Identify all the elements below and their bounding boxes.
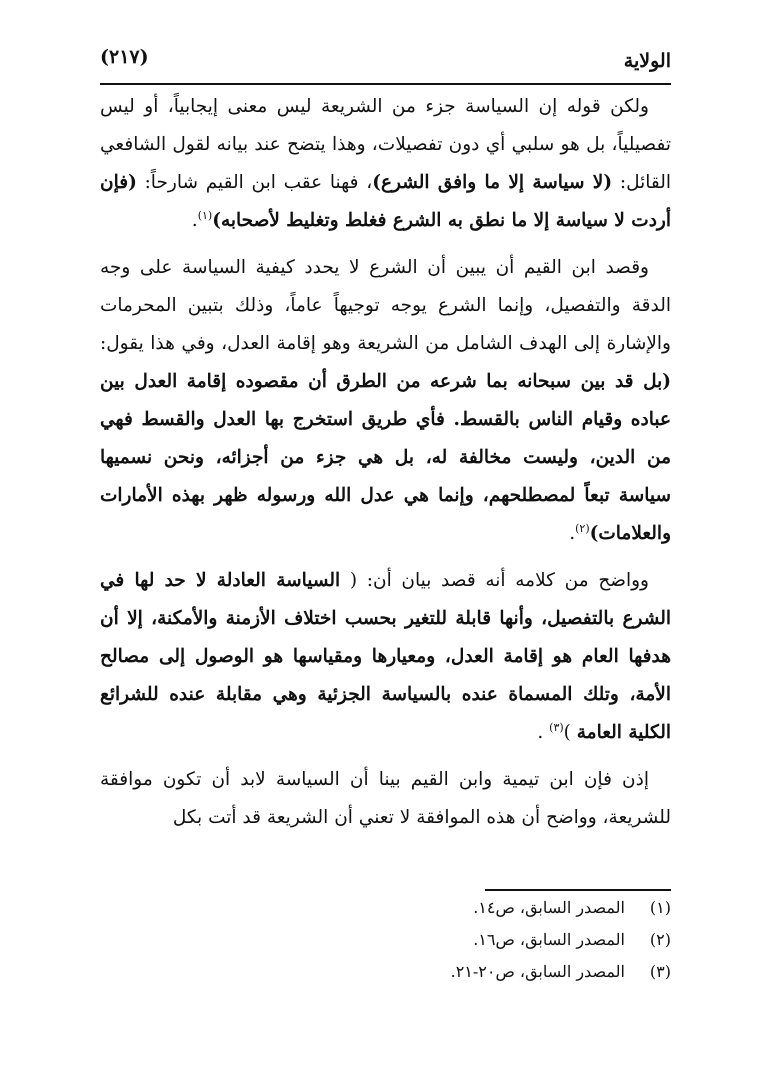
footnote-ref: (٢) xyxy=(575,521,590,535)
quote-segment: السياسة العادلة لا حد لها في الشرع بالتفصيل، وأنها قابلة للتغير بحسب اختلاف الأزمنة والأمكنة، إلا أن هدفها العام هو إقامة العدل، ومعيارها ومقياسها هو الوصول إلى مصالح الأمة، وتلك المسماة عنده بالسياسة الجزئية وهي مقابلة عنده للشرائع الكلية العامة xyxy=(100,570,671,743)
paragraph xyxy=(100,761,671,837)
text-segment: وقصد ابن القيم أن يبين أن الشرع لا يحدد كيفية السياسة على وجه الدقة والتفصيل، وإنما الشرع يوجه توجيهاً عاماً، وذلك بتبين المحرمات والإشارة إلى الهدف الشامل من الشريعة وهو إقامة العدل، وفي هذا يقول: xyxy=(100,257,671,354)
footnote-ref: (١) xyxy=(197,208,213,222)
footnote-number: (١) xyxy=(649,898,671,917)
text-segment: ، فهنا عقب ابن القيم شارحاً: xyxy=(136,172,373,193)
footnote-number: (٣) xyxy=(649,962,671,981)
page-number: (٢١٧) xyxy=(100,46,149,68)
footnotes xyxy=(100,892,671,988)
footnote-text: المصدر السابق، ص٢٠-٢١. xyxy=(450,962,625,981)
paragraph xyxy=(100,562,671,752)
paragraph xyxy=(100,88,671,240)
header-rule xyxy=(100,83,671,85)
quote-segment: (لا سياسة إلا ما وافق الشرع) xyxy=(372,172,613,193)
running-header xyxy=(100,44,671,84)
body-text xyxy=(100,88,671,846)
quote-segment: (فإن أردت لا سياسة إلا ما نطق به الشرع فغلط وتغليط لأصحابه) xyxy=(100,172,671,231)
footnote-text: المصدر السابق، ص١٤. xyxy=(473,898,625,917)
paragraph xyxy=(100,249,671,553)
text-segment: . xyxy=(191,210,198,231)
footnote-text: المصدر السابق، ص١٦. xyxy=(473,930,625,949)
text-segment: ولكن قوله إن السياسة جزء من الشريعة ليس معنى إيجابياً، أو ليس تفصيلياً، بل هو سلبي أي دون تفصيلات، وهذا يتضح عند بيانه لقول الشافعي القائل: xyxy=(100,96,672,193)
footnote-ref: (٣) xyxy=(549,720,564,734)
quote-segment: (بل قد بين سبحانه بما شرعه من الطرق أن مقصوده إقامة العدل بين عباده وقيام الناس بالقسط. فأي طريق استخرج بها العدل والقسط فهي من الدين، وليست مخالفة له، بل هي جزء من أجزائه، ونحن نسميها سياسة تبعاً لمصطلحهم، وإنما هي عدل الله ورسوله ظهر بهذه الأمارات والعلامات) xyxy=(100,371,671,544)
text-segment: ) xyxy=(563,722,577,743)
text-segment: . xyxy=(537,722,550,743)
footnote-number: (٢) xyxy=(649,930,671,949)
footnote xyxy=(100,892,671,924)
text-segment: وواضح من كلامه أنه قصد بيان أن: ( xyxy=(340,570,649,591)
running-title: الولاية xyxy=(623,50,671,72)
footnote xyxy=(100,924,671,956)
text-segment: إذن فإن ابن تيمية وابن القيم بينا أن السياسة لابد أن تكون موافقة للشريعة، وواضح أن هذه الموافقة لا تعني أن الشريعة قد أتت بكل xyxy=(100,769,671,828)
footnote xyxy=(100,956,671,988)
footnote-rule xyxy=(485,889,671,891)
text-segment: . xyxy=(569,523,576,544)
